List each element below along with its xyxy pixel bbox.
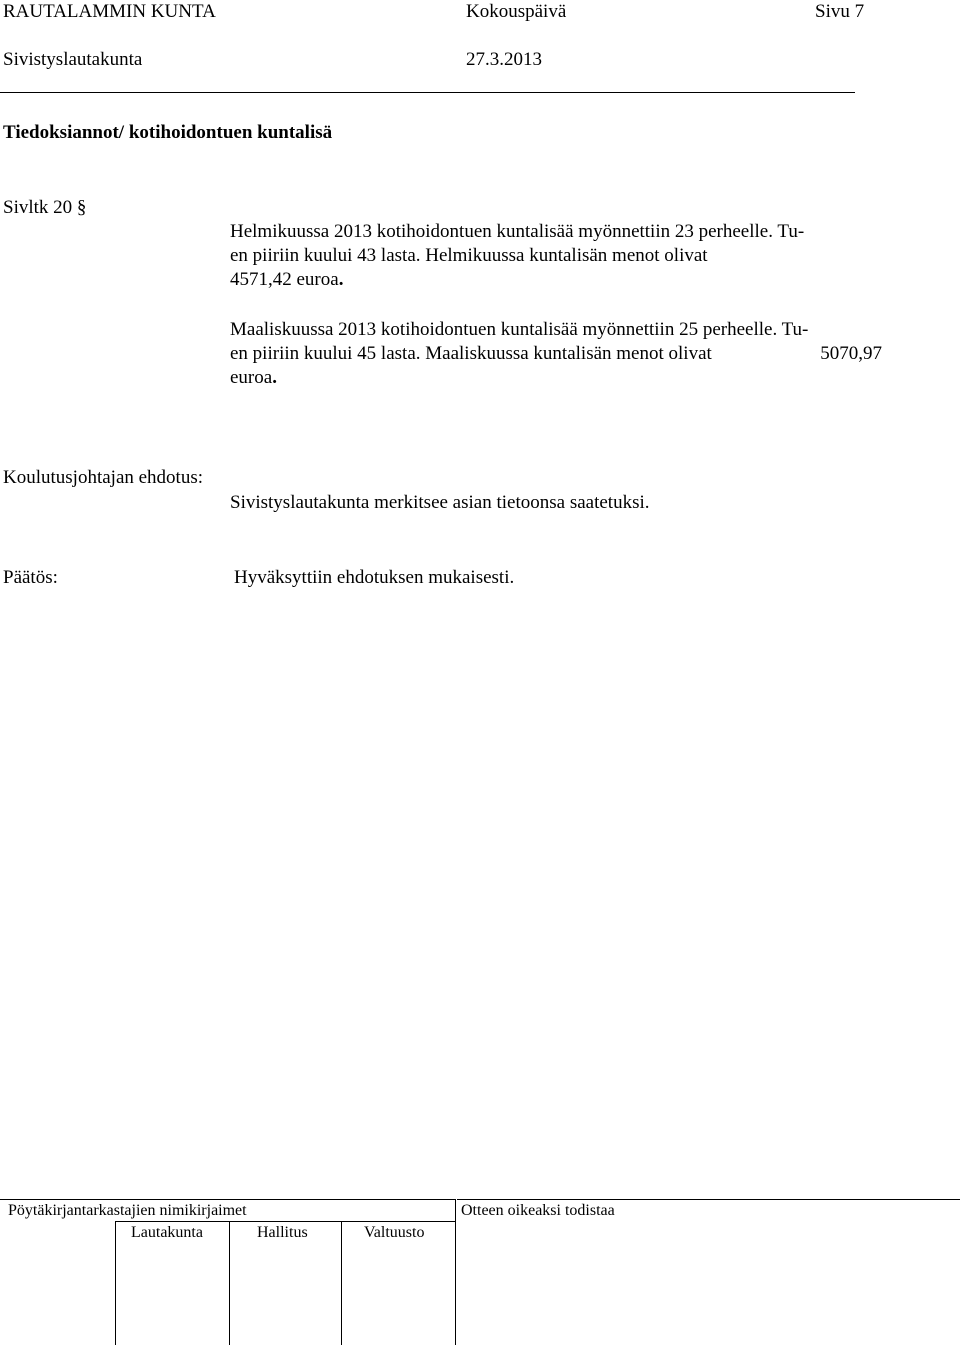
meeting-date-label: Kokouspäivä	[466, 1, 567, 22]
paragraph-march-line2-text: en piiriin kuului 45 lasta. Maaliskuussa kuntalisän menot olivat	[230, 343, 712, 364]
column-line-3	[341, 1221, 342, 1345]
page-title: Tiedoksiannot/ kotihoidontuen kuntalisä	[3, 122, 333, 143]
paragraph-march-line2	[230, 342, 885, 366]
footer-top-border-left	[0, 1199, 455, 1200]
paragraph-march-line3	[230, 366, 885, 390]
paragraph-february-line1: Helmikuussa 2013 kotihoidontuen kuntalisää myönnettiin 23 perheelle. Tu-	[230, 221, 805, 242]
meeting-date: 27.3.2013	[466, 49, 542, 70]
proposal-label: Koulutusjohtajan ehdotus:	[3, 467, 204, 488]
footer-top-border-right	[457, 1199, 960, 1200]
column-valtuusto: Valtuusto	[364, 1224, 425, 1241]
paragraph-march-euroa: euroa	[230, 367, 273, 388]
paragraph-february-line3	[230, 268, 885, 292]
section-number: Sivltk 20 §	[3, 197, 87, 218]
paragraph-march-dot: .	[272, 367, 277, 388]
paragraph-march-line1: Maaliskuussa 2013 kotihoidontuen kuntalisää myönnettiin 25 perheelle. Tu-	[230, 319, 809, 340]
paragraph-february-dot: .	[338, 269, 344, 290]
paragraph-march	[230, 318, 885, 390]
paragraph-february	[230, 220, 885, 292]
header-divider	[0, 92, 855, 93]
signatures-label: Pöytäkirjantarkastajien nimikirjaimet	[8, 1202, 247, 1219]
column-line-4	[455, 1199, 456, 1345]
paragraph-march-amount: 5070,97	[820, 343, 882, 364]
municipality-name: RAUTALAMMIN KUNTA	[3, 1, 216, 22]
committee-name: Sivistyslautakunta	[3, 49, 143, 70]
column-line-1	[115, 1221, 116, 1345]
column-hallitus: Hallitus	[257, 1224, 308, 1241]
columns-divider	[115, 1221, 455, 1222]
paragraph-february-line2: en piiriin kuului 43 lasta. Helmikuussa kuntalisän menot olivat	[230, 245, 708, 266]
decision-label: Päätös:	[3, 567, 58, 588]
column-lautakunta: Lautakunta	[131, 1224, 203, 1241]
page-number: Sivu 7	[815, 1, 865, 22]
proposal-text: Sivistyslautakunta merkitsee asian tietoonsa saatetuksi.	[230, 492, 650, 513]
column-line-2	[229, 1221, 230, 1345]
signature-footer	[0, 1199, 960, 1345]
certify-label: Otteen oikeaksi todistaa	[461, 1202, 615, 1219]
paragraph-february-amount: 4571,42 euroa	[230, 269, 339, 290]
decision-text: Hyväksyttiin ehdotuksen mukaisesti.	[234, 567, 515, 588]
